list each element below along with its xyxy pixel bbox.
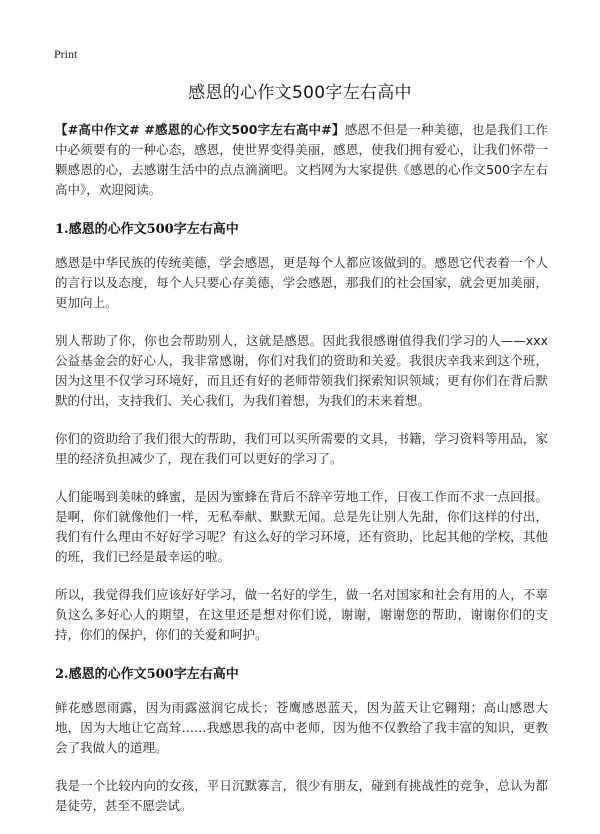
- body-paragraph: 你们的资助给了我们很大的帮助，我们可以买所需要的文具，书籍，学习资料等用品，家里的经济负担减少了，现在我们可以更好的学习了。: [55, 431, 548, 466]
- body-paragraph: 所以，我觉得我们应该好好学习，做一名好的学生，做一名对国家和社会有用的人，不辜负这么多好心人的期望，在这里还是想对你们说，谢谢，谢谢您的帮助，谢谢你们的支持，你们的保护，你们的关爱和呵护。: [55, 587, 548, 642]
- document-body: [55, 120, 548, 834]
- intro-text: 感恩不但是一种美德，也是我们工作中必须要有的一种心态，感恩，使世界变得美丽，感恩，使我们拥有爱心，让我们怀带一颗感恩的心，去感谢生活中的点点滴滴吧。文档网为大家提供《感恩的心作文500字左右高中》，欢迎阅读。: [55, 122, 548, 197]
- intro-lead-tags: 【#高中作文# #感恩的心作文500字左右高中#】: [55, 122, 345, 137]
- print-label: Print: [54, 47, 78, 61]
- document-title: 感恩的心作文500字左右高中: [188, 83, 412, 103]
- body-paragraph: 我是一个比较内向的女孩，平日沉默寡言，很少有朋友，碰到有挑战性的竞争，总认为都是徒劳，甚至不愿尝试。: [55, 778, 548, 813]
- section-heading: 1.感恩的心作文500字左右高中: [55, 222, 239, 237]
- body-paragraph: 人们能喝到美味的蜂蜜，是因为蜜蜂在背后不辞辛劳地工作，日夜工作而不求一点回报。是啊，你们就像他们一样，无私奉献、默默无闻。总是先让别人先甜，你们这样的付出，我们有什么理由不好好学习呢？有这么好的学习环境，还有资助，比起其他的学校，其他的班，我们已经是最幸运的啦。: [55, 489, 548, 564]
- body-paragraph: 鲜花感恩雨露，因为雨露滋润它成长；苍鹰感恩蓝天，因为蓝天让它翱翔；高山感恩大地，因为大地让它高耸……我感恩我的高中老师，因为他不仅教给了我丰富的知识，更教会了我做人的道理。: [55, 700, 548, 755]
- section-heading: 2.感恩的心作文500字左右高中: [55, 667, 239, 682]
- body-paragraph: 感恩是中华民族的传统美德，学会感恩，更是每个人都应该做到的。感恩它代表着一个人的言行以及态度，每个人只要心存美德，学会感恩，那我们的社会国家，就会更加美丽，更加向上。: [55, 255, 548, 310]
- body-paragraph: 别人帮助了你，你也会帮助别人，这就是感恩。因此我很感谢值得我们学习的人——xxx公益基金会的好心人，我非常感谢，你们对我们的资助和关爱。我很庆幸我来到这个班，因为这里不仅学习环境好，而且还有好的老师带领我们探索知识领域；更有你们在背后默默的付出，支持我们、关心我们，为我们着想，为我们的未来着想。: [55, 333, 548, 408]
- intro-paragraph: [55, 120, 548, 200]
